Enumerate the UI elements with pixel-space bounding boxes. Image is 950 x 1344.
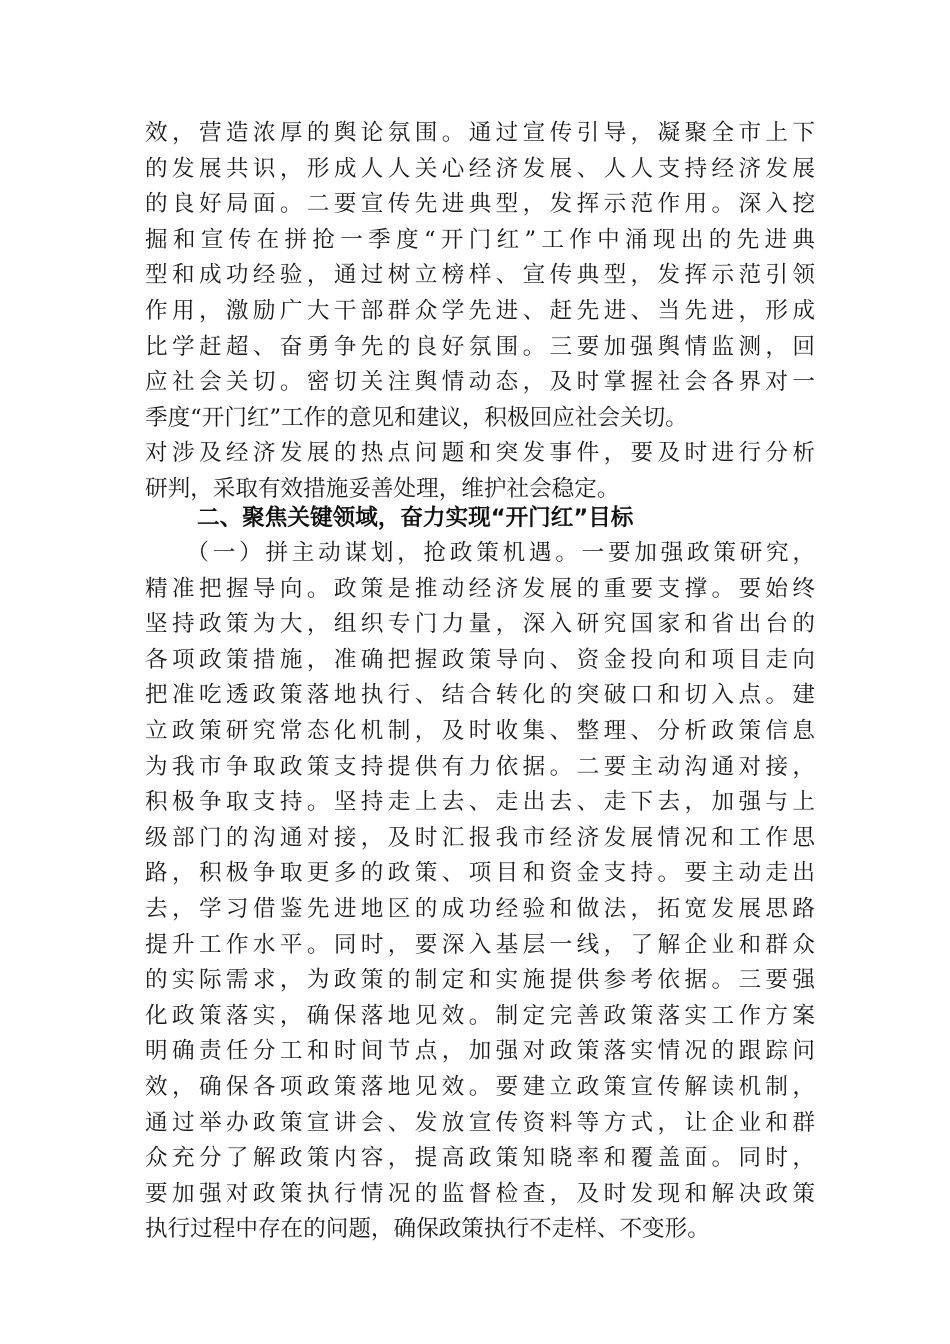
- paragraph-2-line: 通过举办政策宣讲会、发放宣传资料等方式，让企业和群: [145, 1109, 815, 1136]
- paragraph-2-line: 立政策研究常态化机制，及时收集、整理、分析政策信息: [145, 717, 815, 744]
- paragraph-2-line: 坚持政策为大，组织专门力量，深入研究国家和省出台的: [145, 611, 815, 638]
- paragraph-1-line: 作用，激励广大干部群众学先进、赶先进、当先进，形成: [145, 297, 815, 324]
- paragraph-2-line: 路，积极争取更多的政策、项目和资金支持。要主动走出: [145, 860, 815, 887]
- paragraph-2-line: 为我市争取政策支持提供有力依据。二要主动沟通对接，: [145, 753, 815, 780]
- paragraph-1-line: 季度“开门红”工作的意见和建议，积极回应社会关切。: [145, 404, 688, 431]
- paragraph-1-line: 的良好局面。二要宣传先进典型，发挥示范作用。深入挖: [145, 191, 815, 218]
- paragraph-2-line: 去，学习借鉴先进地区的成功经验和做法，拓宽发展思路: [145, 895, 815, 922]
- paragraph-1-line: 对涉及经济发展的热点问题和突发事件，要及时进行分析: [145, 440, 815, 467]
- paragraph-2-line: 效，确保各项政策落地见效。要建立政策宣传解读机制，: [145, 1073, 815, 1100]
- paragraph-2-line: （一）拼主动谋划，抢政策机遇。一要加强政策研究，: [145, 540, 815, 566]
- paragraph-2-line: 明确责任分工和时间节点，加强对政策落实情况的跟踪问: [145, 1038, 815, 1065]
- paragraph-1-line: 型和成功经验，通过树立榜样、宣传典型，发挥示范引领: [145, 262, 815, 289]
- paragraph-2-line: 积极争取支持。坚持走上去、走出去、走下去，加强与上: [145, 789, 815, 816]
- paragraph-2-line: 级部门的沟通对接，及时汇报我市经济发展情况和工作思: [145, 824, 815, 851]
- paragraph-2-line: 执行过程中存在的问题，确保政策执行不走样、不变形。: [145, 1216, 710, 1243]
- paragraph-2-line: 的实际需求，为政策的制定和实施提供参考依据。三要强: [145, 967, 815, 994]
- paragraph-1-line: 研判，采取有效措施妥善处理，维护社会稳定。: [145, 475, 620, 502]
- paragraph-2-line: 把准吃透政策落地执行、结合转化的突破口和切入点。建: [145, 682, 815, 709]
- paragraph-2-line: 精准把握导向。政策是推动经济发展的重要支撑。要始终: [145, 575, 815, 602]
- paragraph-2: [145, 536, 815, 1248]
- paragraph-2-line: 各项政策措施，准确把握政策导向、资金投向和项目走向: [145, 646, 815, 673]
- paragraph-1-line: 比学赶超、奋勇争先的良好氛围。三要加强舆情监测，回: [145, 333, 815, 360]
- paragraph-1-line: 效，营造浓厚的舆论氛围。通过宣传引导，凝聚全市上下: [145, 120, 815, 146]
- paragraph-2-line: 提升工作水平。同时，要深入基层一线，了解企业和群众: [145, 931, 815, 958]
- paragraph-1-line: 应社会关切。密切关注舆情动态，及时掌握社会各界对一: [145, 369, 815, 396]
- paragraph-1-line: 的发展共识，形成人人关心经济发展、人人支持经济发展: [145, 155, 815, 182]
- paragraph-2-line: 众充分了解政策内容，提高政策知晓率和覆盖面。同时，: [145, 1145, 815, 1172]
- paragraph-2-line: 要加强对政策执行情况的监督检查，及时发现和解决政策: [145, 1180, 815, 1207]
- paragraph-1: [145, 116, 815, 508]
- paragraph-1-line: 掘和宣传在拼抢一季度“开门红”工作中涌现出的先进典: [145, 226, 815, 253]
- paragraph-2-line: 化政策落实，确保落地见效。制定完善政策落实工作方案: [145, 1002, 815, 1029]
- section-heading: 二、聚焦关键领域，奋力实现“开门红”目标: [197, 505, 634, 531]
